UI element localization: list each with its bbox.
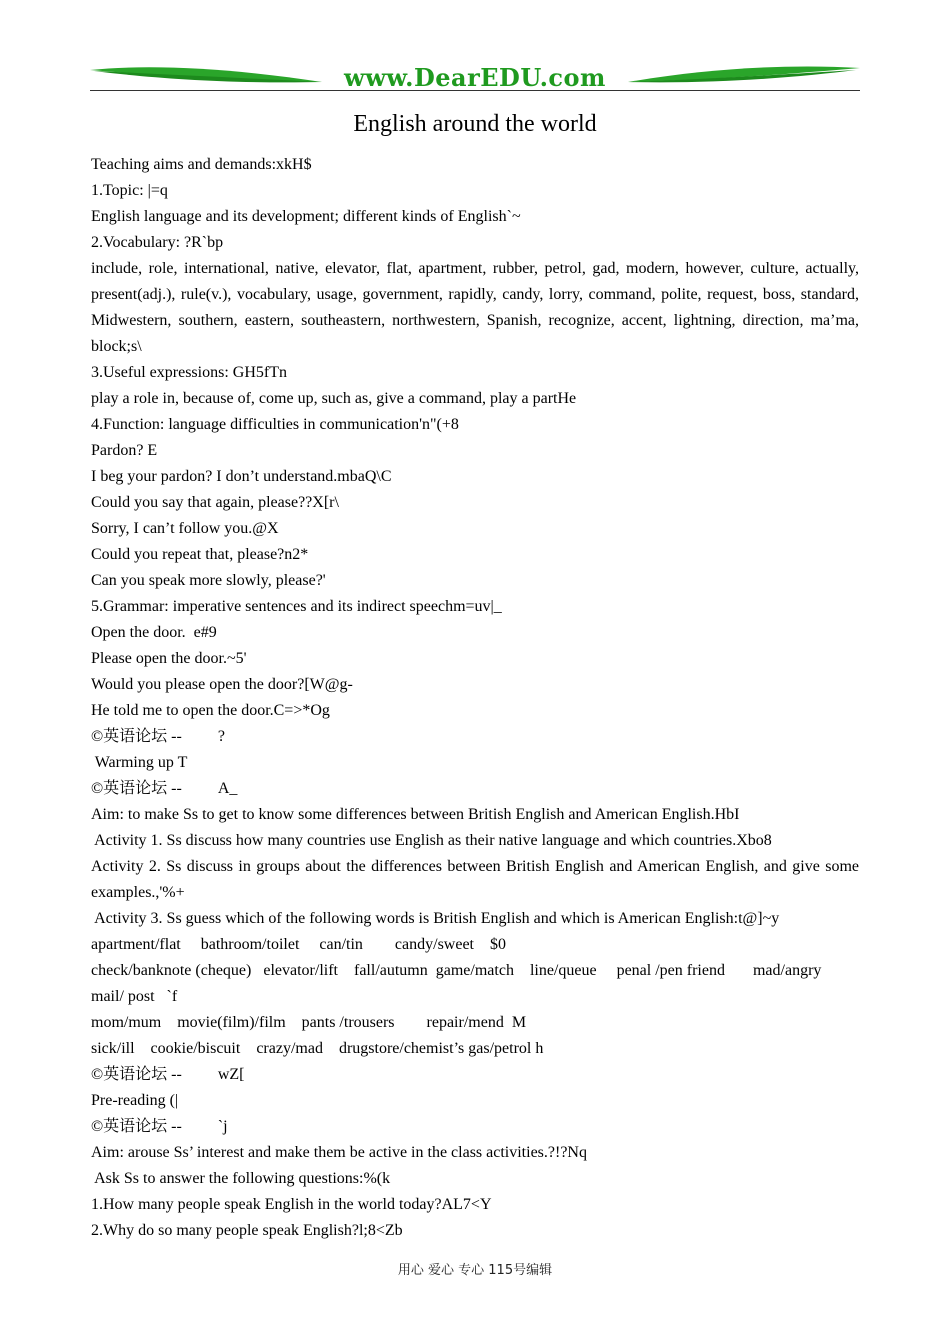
- vocabulary-paragraph: include, role, international, native, elevator, flat, apartment, rubber, petrol, gad, modern, however, culture, actually, present(adj.), rule(v.), vocabulary, usage, government, rapidly, candy, lorry, command, polite, request, boss, standard, Midwestern, southern, eastern, southeastern, northwestern, Spanish, recognize, accent, lightning, direction, ma’ma, block;s\: [91, 260, 859, 355]
- text-line: English language and its development; different kinds of English`~: [91, 208, 521, 225]
- text-line: 1.Topic: |=q: [91, 182, 168, 199]
- text-line: Open the door. e#9: [91, 624, 217, 641]
- text-line: Can you speak more slowly, please?': [91, 572, 326, 589]
- word-pairs-line: apartment/flat bathroom/toilet can/tin candy/sweet $0: [91, 936, 506, 953]
- text-line: He told me to open the door.C=>*Og: [91, 702, 330, 719]
- forum-watermark-line: ©英语论坛 -- A_: [91, 780, 238, 797]
- text-line: Sorry, I can’t follow you.@X: [91, 520, 279, 537]
- text-line: 5.Grammar: imperative sentences and its indirect speechm=uv|_: [91, 598, 502, 615]
- forum-watermark-line: ©英语论坛 -- `j: [91, 1118, 228, 1135]
- page-footer: 用心 爱心 专心 115号编辑: [397, 1263, 553, 1278]
- text-line: 2.Vocabulary: ?R`bp: [91, 234, 224, 251]
- text-line: Aim: to make Ss to get to know some differences between British English and American English.HbI: [91, 806, 740, 823]
- site-logo-text: www.DearEDU.com: [344, 63, 606, 92]
- question-line: 1.How many people speak English in the world today?AL7<Y: [91, 1196, 492, 1213]
- text-line: Activity 3. Ss guess which of the following words is British English and which is American English:t@]~y: [91, 910, 780, 927]
- text-line: Activity 1. Ss discuss how many countries use English as their native language and which countries.Xbo8: [91, 832, 772, 849]
- forum-watermark-line: ©英语论坛 -- ?: [91, 728, 225, 745]
- document-body: [91, 152, 859, 1244]
- text-line: Could you repeat that, please?n2*: [91, 546, 309, 563]
- text-line: Aim: arouse Ss’ interest and make them be active in the class activities.?!?Nq: [91, 1144, 587, 1161]
- text-line: I beg your pardon? I don’t understand.mbaQ\C: [91, 468, 392, 485]
- header-divider: [90, 90, 860, 91]
- page-title: English around the world: [353, 111, 597, 137]
- word-pairs-line: mom/mum movie(film)/film pants /trousers repair/mend M: [91, 1014, 527, 1031]
- question-line: 2.Why do so many people speak English?l;8<Zb: [91, 1222, 403, 1239]
- activity-2-paragraph: Activity 2. Ss discuss in groups about the differences between British English and American English, and give some examples.,'%+: [91, 858, 859, 901]
- word-pairs-line: check/banknote (cheque) elevator/lift fall/autumn game/match line/queue penal /pen friend mad/angry: [91, 962, 822, 979]
- section-heading: Pre-reading (|: [91, 1092, 179, 1109]
- text-line: Would you please open the door?[W@g-: [91, 676, 353, 693]
- word-pairs-line: sick/ill cookie/biscuit crazy/mad drugstore/chemist’s gas/petrol h: [91, 1040, 544, 1057]
- word-pairs-line: mail/ post `f: [91, 988, 178, 1005]
- text-line: Teaching aims and demands:xkH$: [91, 156, 312, 173]
- text-line: Please open the door.~5': [91, 650, 247, 667]
- section-heading: Warming up T: [91, 754, 188, 771]
- text-line: play a role in, because of, come up, such as, give a command, play a partHe: [91, 390, 577, 407]
- text-line: Could you say that again, please??X[r\: [91, 494, 339, 511]
- text-line: 4.Function: language difficulties in communication'n"(+8: [91, 416, 459, 433]
- text-line: 3.Useful expressions: GH5fTn: [91, 364, 287, 381]
- text-line: Ask Ss to answer the following questions:%(k: [91, 1170, 391, 1187]
- text-line: Pardon? E: [91, 442, 158, 459]
- forum-watermark-line: ©英语论坛 -- wZ[: [91, 1066, 245, 1083]
